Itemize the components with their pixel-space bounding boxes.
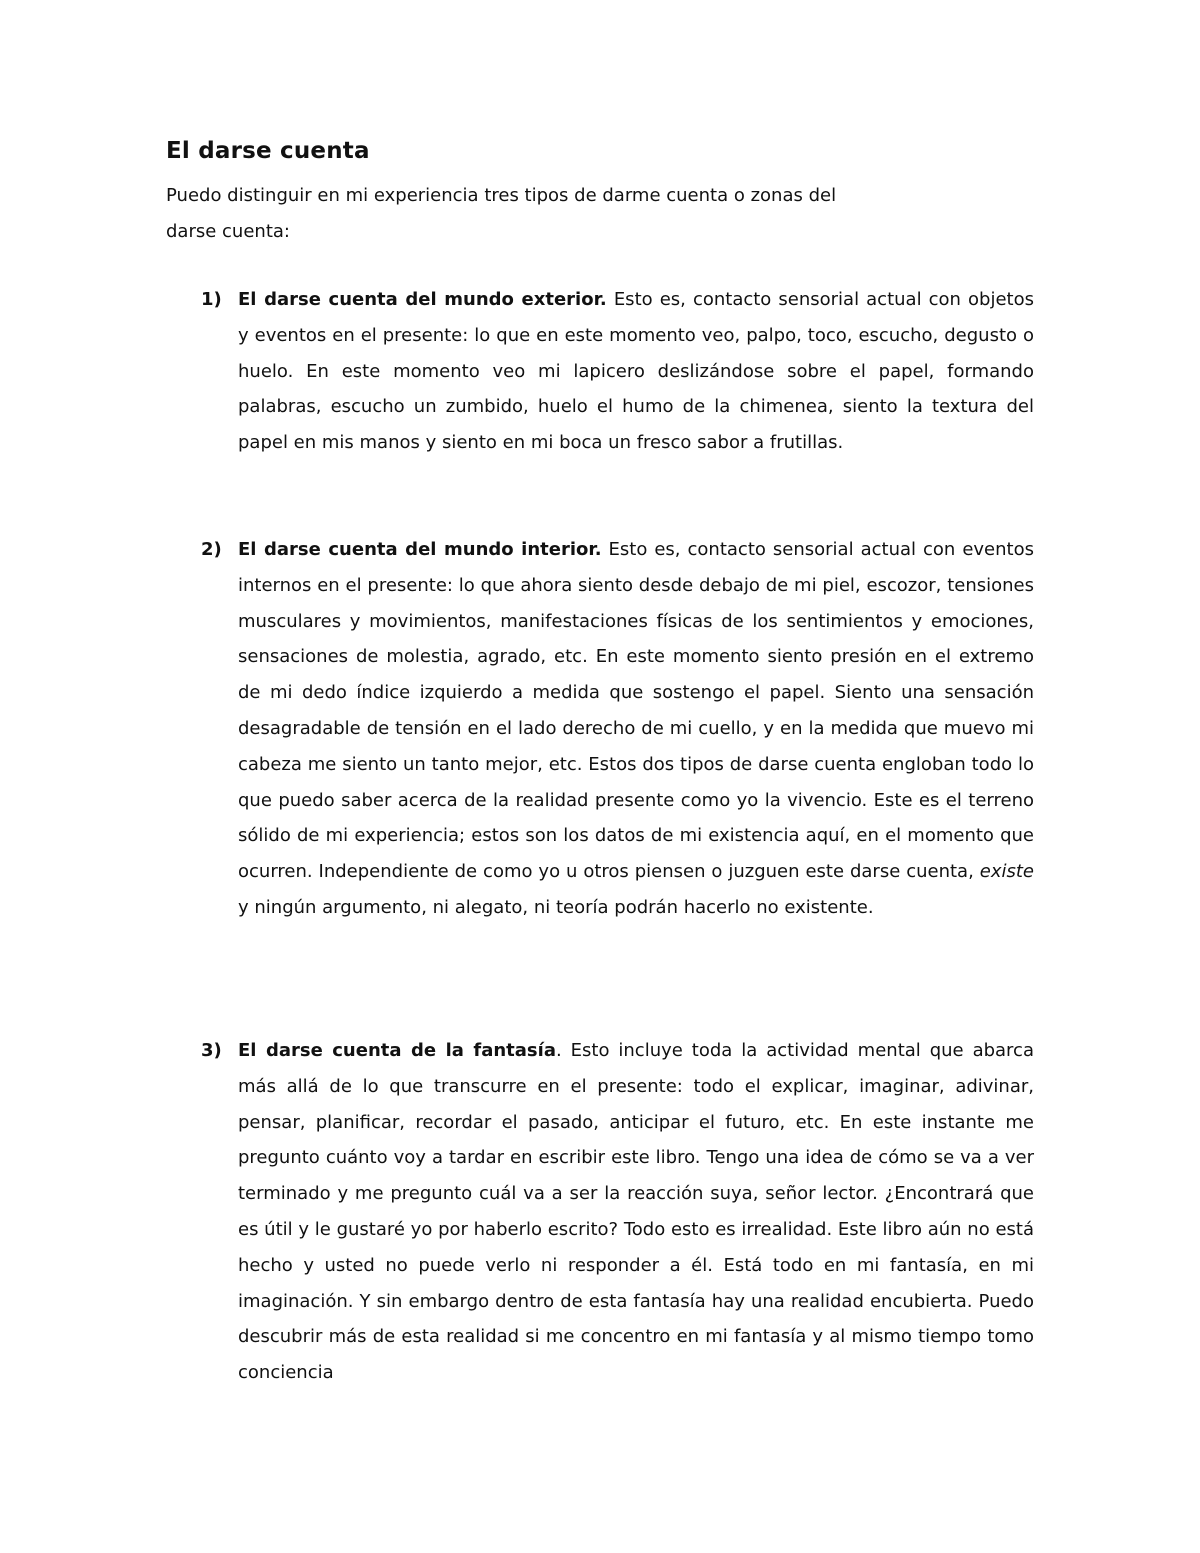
list-item-exterior [166,282,1034,461]
list-item-interior [166,532,1034,926]
item-heading: El darse cuenta de la fantasía [238,1040,556,1061]
item-body-text: Esto es, contacto sensorial actual con eventos internos en el presente: lo que ahora siento desde debajo de mi piel, escozor, tensiones musculares y movimientos, manifestaciones físicas de los sentimientos y emociones, sensaciones de molestia, agrado, etc. En este momento siento presión en el extremo de mi dedo índice izquierdo a medida que sostengo el papel. Siento una sensación desagradable de tensión en el lado derecho de mi cuello, y en la medida que muevo mi cabeza me siento un tanto mejor, etc. Estos dos tipos de darse cuenta engloban todo lo que puedo saber acerca de la realidad presente como yo la vivencio. Este es el terreno sólido de mi experiencia; estos son los datos de mi existencia aquí, en el momento que ocurren. Independiente de como yo u otros piensen o juzguen este darse cuenta, [238,539,1034,883]
item-heading: El darse cuenta del mundo exterior. [238,289,607,310]
intro-line: Puedo distinguir en mi experiencia tres tipos de darme cuenta o zonas del [166,185,837,206]
document-title: El darse cuenta [166,138,370,164]
list-item-paragraph [166,282,1034,461]
intro-line: darse cuenta: [166,221,290,242]
item-number: 2) [201,539,222,560]
item-body-text: y ningún argumento, ni alegato, ni teoría podrán hacerlo no existente. [238,896,874,918]
item-body: Esto es, contacto sensorial actual con objetos y eventos en el presente: lo que en este momento veo, palpo, toco, escucho, degusto o huelo. En este momento veo mi lapicero deslizándose sobre el papel, formando palabras, escucho un zumbido, huelo el humo de la chimenea, siento la textura del papel en mis manos y siento en mi boca un fresco sabor a frutillas. [238,289,1034,454]
item-number: 1) [201,289,222,310]
item-heading: El darse cuenta del mundo interior. [238,539,602,560]
item-body: . Esto incluye toda la actividad mental que abarca más allá de lo que transcurre en el presente: todo el explicar, imaginar, adivinar, pensar, planificar, recordar el pasado, anticipar el futuro, etc. En este instante me pregunto cuánto voy a tardar en escribir este libro. Tengo una idea de cómo se va a ver terminado y me pregunto cuál va a ser la reacción suya, señor lector. ¿Encontrará que es útil y le gustaré yo por haberlo escrito? Todo esto es irrealidad. Este libro aún no está hecho y usted no puede verlo ni responder a él. Está todo en mi fantasía, en mi imaginación. Y sin embargo dentro de esta fantasía hay una realidad encubierta. Puedo descubrir más de esta realidad si me concentro en mi fantasía y al mismo tiempo tomo conciencia [238,1040,1034,1384]
list-item-fantasy [166,1033,1034,1391]
intro-paragraph [166,178,966,250]
list-item-paragraph [166,1033,1034,1391]
item-number: 3) [201,1040,222,1061]
list-item-paragraph [166,532,1034,926]
item-body-emphasis: existe [979,861,1034,883]
item-body [238,539,1034,918]
